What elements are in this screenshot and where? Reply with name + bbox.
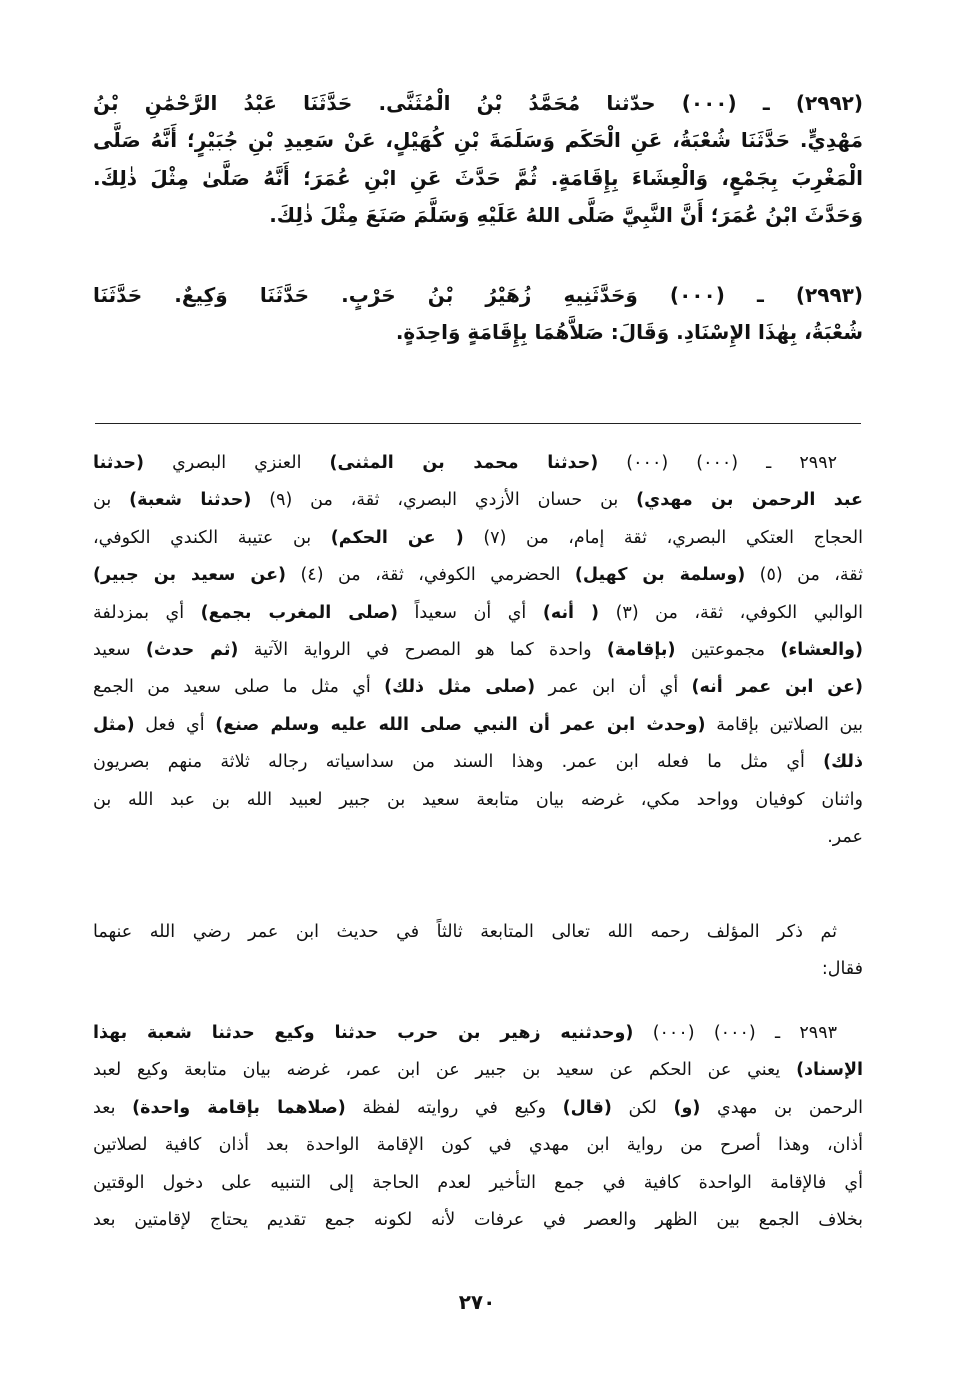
text-line xyxy=(93,1015,863,1052)
text-segment: بن عتيبة الكندي الكوفي، xyxy=(93,527,331,548)
footnote-divider xyxy=(95,423,861,424)
text-line xyxy=(93,520,863,557)
bold-quote: (و) xyxy=(673,1097,701,1118)
text-segment: الحجاج العتكي البصري، ثقة إمام، من (٧) xyxy=(463,527,863,548)
text-segment: ثم ذكر المؤلف رحمه الله تعالى المتابعة ثالثاً في حديث ابن عمر رضي الله عنهما xyxy=(93,922,837,942)
text-segment: سعيد xyxy=(93,639,146,660)
text-line xyxy=(93,1202,863,1239)
text-line xyxy=(93,482,863,519)
text-segment: الرحمن بن مهدي xyxy=(700,1097,863,1118)
text-line xyxy=(93,595,863,632)
text-segment: بن xyxy=(93,490,130,511)
text-line xyxy=(93,744,863,781)
text-segment: أي فالإقامة الواحدة كافية في جمع التأخير لعدم الحاجة إلى التنبيه على دخول الوقتين xyxy=(93,1172,863,1193)
text-segment: أي أن سعيداً xyxy=(398,602,543,623)
commentary-transition xyxy=(93,914,863,989)
text-line xyxy=(93,160,863,197)
bold-quote: (ثم حدث) xyxy=(145,639,239,660)
bold-quote: (والعشاء) xyxy=(780,639,863,660)
bold-quote: (مثل xyxy=(93,714,135,735)
bold-quote: (بإقامة) xyxy=(606,639,676,660)
text-line xyxy=(93,914,863,951)
hadith-2992 xyxy=(93,85,863,235)
text-line xyxy=(93,669,863,706)
text-line xyxy=(93,819,863,856)
text-line xyxy=(93,1090,863,1127)
text-line xyxy=(93,1052,863,1089)
text-segment: وكيع في روايته لفظة xyxy=(345,1097,563,1118)
text-segment: ٢٩٩٣ ـ (٠٠٠) (٠٠٠) xyxy=(633,1023,837,1043)
text-line xyxy=(93,951,863,988)
bold-quote: (حدثنا محمد بن المثنى) xyxy=(329,453,599,473)
text-segment: العنزي البصري xyxy=(144,453,330,473)
commentary-2992 xyxy=(93,445,863,856)
text-line xyxy=(93,707,863,744)
text-segment: يعني عن الحكم عن سعيد بن جبير عن ابن عمر، غرضه بيان متابعة وكيع لعبد xyxy=(93,1060,797,1081)
text-line xyxy=(93,782,863,819)
text-segment: ٢٩٩٢ ـ (٠٠٠) (٠٠٠) xyxy=(598,453,837,473)
bold-quote: ( أنه) xyxy=(542,602,600,623)
text-segment: الحضرمي الكوفي، ثقة، من (٤) xyxy=(286,565,575,586)
text-segment: أي مثل ما صلى سعيد من الجمع xyxy=(93,677,385,698)
text-line xyxy=(93,314,863,351)
bold-quote: الإسناد) xyxy=(796,1060,863,1081)
text-segment: أي مثل ما فعله ابن عمر. وهذا السند من سداسياته رجاله ثلاثة منهم بصريون xyxy=(93,752,824,773)
text-line xyxy=(93,445,863,482)
text-line xyxy=(93,277,863,314)
bold-quote: (وسلمة بن كهيل) xyxy=(574,565,746,586)
text-segment: مجموعتين xyxy=(675,639,781,660)
bold-quote: ( عن الحكم) xyxy=(330,527,464,548)
text-line xyxy=(93,85,863,122)
text-segment: بن حسان الأزدي البصري، ثقة، من (٩) xyxy=(251,490,637,511)
text-segment: بعد xyxy=(93,1097,133,1118)
text-segment: بين الصلاتين بإقامة xyxy=(705,714,863,735)
text-segment: بخلاف الجمع بين الظهر والعصر في عرفات لأنه لكونه جمع تقديم يحتاج لإقامتين بعد xyxy=(93,1209,863,1230)
bold-quote: (عن ابن عمر أنه) xyxy=(691,677,863,698)
text-line xyxy=(93,1127,863,1164)
bold-quote: عبد الرحمن بن مهدي) xyxy=(636,490,863,511)
text-segment: وَحَدَّثَ ابْنُ عُمَرَ؛ أَنَّ النَّبِيَّ صَلَّى اللهُ عَلَيْهِ وَسَلَّمَ صَنَعَ مِثْلَ ذٰلِكَ. xyxy=(269,203,863,228)
bold-quote: ذلك) xyxy=(823,752,863,773)
bold-quote: (حدثنا xyxy=(93,453,145,473)
text-segment: فقال: xyxy=(821,959,863,980)
text-segment: أي بمزدلفة xyxy=(93,602,201,623)
bold-quote: (صلاهما بإقامة واحدة) xyxy=(132,1097,346,1118)
text-segment: الْمَغْرِبَ بِجَمْعٍ، وَالْعِشَاءَ بِإِقَامَةٍ. ثُمَّ حَدَّثَ عَنِ ابْنِ عُمَرَ؛ أَنَّهُ صَلَّىٰ مِثْلَ ذٰلِكَ. xyxy=(93,165,863,190)
text-segment: شُعْبَةُ، بِهٰذَا الإِسْنَادِ. وَقَالَ: صَلاَّهُمَا بِإِقَامَةٍ وَاحِدَةٍ. xyxy=(395,320,863,345)
page-number: ٢٧٠ xyxy=(458,1290,496,1314)
commentary-2993 xyxy=(93,1015,863,1239)
text-segment: ثقة، من (٥) xyxy=(745,565,863,586)
text-line xyxy=(93,632,863,669)
text-segment: الوالبي الكوفي، ثقة، من (٣) xyxy=(599,602,863,623)
bold-quote: (عن سعيد بن جبير) xyxy=(93,565,287,586)
bold-quote: (وحدثنيه زهير بن حرب حدثنا وكيع حدثنا شعبة بهذا xyxy=(93,1023,634,1043)
text-segment: أذان، وهذا أصرح من رواية ابن مهدي في كون الإقامة الواحدة بعد أذان كافية لصلاتين xyxy=(93,1135,863,1156)
text-segment: أي أن ابن عمر xyxy=(535,677,692,698)
bold-quote: (صلى المغرب بجمع) xyxy=(200,602,399,623)
text-segment: (٢٩٩٣) ـ (٠٠٠) وَحَدَّثَنِيهِ زُهَيْرُ بْنُ حَرْبٍ. حَدَّثَنَا وَكِيعٌ. حَدَّثَنَا xyxy=(93,283,863,307)
bold-quote: (وحدث ابن عمر أن النبي صلى الله عليه وسلم صنع) xyxy=(215,714,706,735)
bold-quote: (حدثنا شعبة) xyxy=(129,490,252,511)
text-segment: واثنان كوفيان وواحد مكي، غرضه بيان متابعة سعيد بن جبير لعبيد الله بن عبد الله بن xyxy=(93,789,863,810)
text-segment: أي فعل xyxy=(134,714,216,735)
text-line xyxy=(93,122,863,159)
bold-quote: (صلى مثل ذلك) xyxy=(384,677,536,698)
text-segment: عمر. xyxy=(827,826,863,847)
text-segment: لكن xyxy=(611,1097,674,1118)
text-segment: واحدة كما هو المصرح في الرواية الآتية xyxy=(238,639,607,660)
text-line xyxy=(93,197,863,234)
text-line xyxy=(93,557,863,594)
bold-quote: (قال) xyxy=(562,1097,612,1118)
text-segment: مَهْدِيٍّ. حَدَّثَنَا شُعْبَةُ، عَنِ الْحَكَم وَسَلَمَةَ بْنِ كُهَيْلٍ، عَنْ سَعِيدِ بْنِ جُبَيْرٍ؛ أَنَّهُ صَلَّى xyxy=(93,128,863,153)
text-segment: (٢٩٩٢) ـ (٠٠٠) حدّثنا مُحَمَّدُ بْنُ الْمُثَنَّى. حَدَّثَنَا عَبْدُ الرَّحْمَٰنِ بْنُ xyxy=(93,91,863,115)
text-line xyxy=(93,1165,863,1202)
hadith-2993 xyxy=(93,277,863,352)
